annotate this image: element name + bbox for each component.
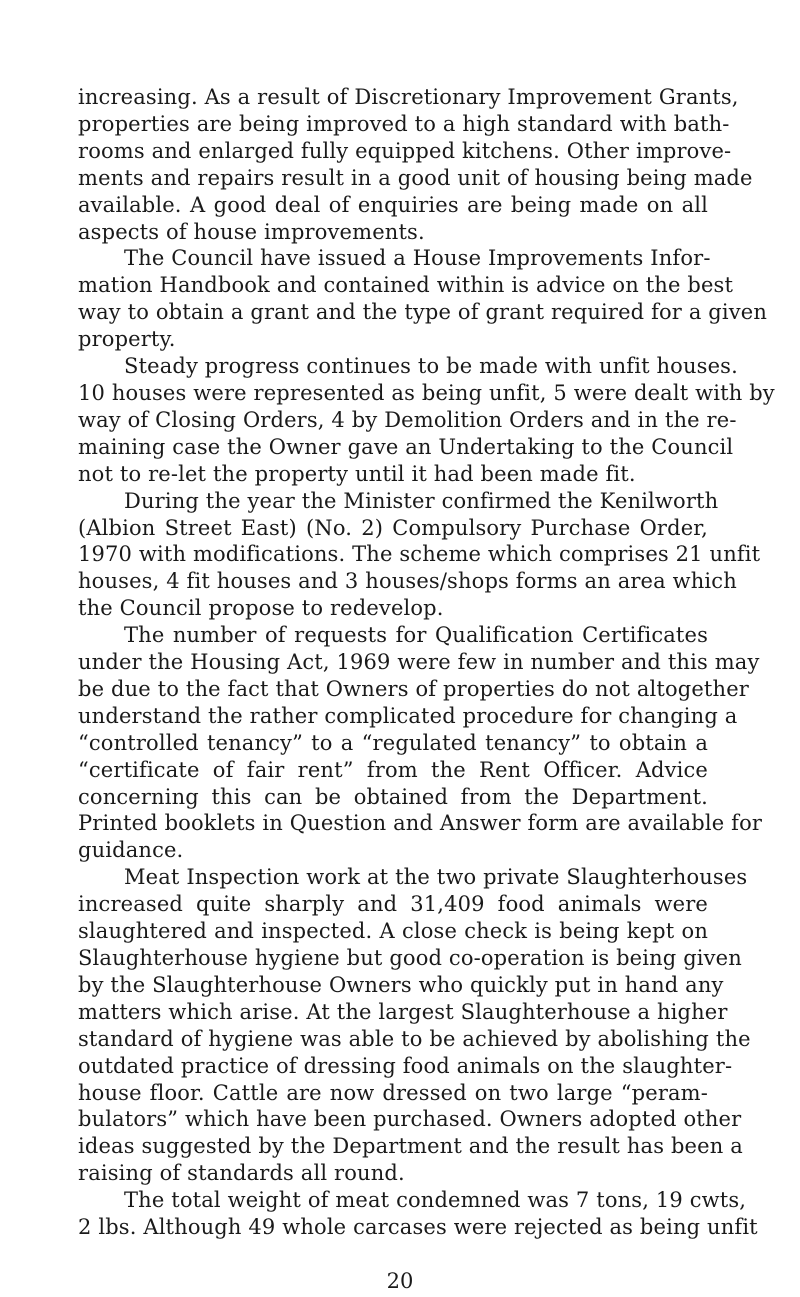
- text-line: The total weight of meat condemned was 7 tons, 19 cwts,: [124, 1188, 747, 1213]
- paragraph: [78, 488, 761, 623]
- page-number: 20: [386, 1269, 414, 1293]
- text-line: raising of standards all round.: [78, 1161, 405, 1186]
- text-line: matters which arise. At the largest Slaughterhouse a higher: [78, 999, 728, 1024]
- text-line: Printed booklets in Question and Answer form are available for: [78, 811, 763, 836]
- paragraph: [78, 245, 768, 353]
- text-line: properties are being improved to a high standard with bath-: [78, 111, 730, 136]
- text-line: 2 lbs. Although 49 whole carcases were rejected as being unfit: [78, 1215, 758, 1240]
- paragraph: [78, 84, 753, 245]
- text-line: maining case the Owner gave an Undertaking to the Council: [78, 434, 734, 459]
- document-page: [78, 84, 775, 1241]
- text-line: not to re-let the property until it had been made fit.: [78, 461, 636, 486]
- text-line: standard of hygiene was able to be achieved by abolishing the: [78, 1026, 751, 1051]
- text-line: understand the rather complicated procedure for changing a: [78, 703, 738, 728]
- text-line: 1970 with modifications. The scheme which comprises 21 unfit: [78, 542, 761, 567]
- text-line: The number of requests for Qualification Certificates: [124, 623, 708, 648]
- text-line: available. A good deal of enquiries are being made on all: [78, 192, 708, 217]
- paragraph: [78, 622, 763, 864]
- text-line: The Council have issued a House Improvements Infor-: [124, 246, 711, 271]
- paragraph: [78, 864, 751, 1187]
- text-line: bulators” which have been purchased. Owners adopted other: [78, 1107, 742, 1132]
- text-line: ideas suggested by the Department and the result has been a: [78, 1134, 743, 1159]
- text-line: way to obtain a grant and the type of grant required for a given: [78, 300, 768, 325]
- text-line: “certificate of fair rent” from the Rent Officer. Advice: [78, 757, 708, 782]
- paragraph: [78, 353, 775, 488]
- text-line: (Albion Street East) (No. 2) Compulsory Purchase Order,: [78, 515, 708, 540]
- text-line: way of Closing Orders, 4 by Demolition Orders and in the re-: [78, 407, 737, 432]
- text-line: be due to the fact that Owners of properties do not altogether: [78, 676, 749, 701]
- text-line: 10 houses were represented as being unfit, 5 were dealt with by: [78, 380, 775, 405]
- text-line: Slaughterhouse hygiene but good co-operation is being given: [78, 946, 742, 970]
- text-line: slaughtered and inspected. A close check is being kept on: [78, 919, 708, 944]
- text-line: aspects of house improvements.: [78, 219, 425, 244]
- text-line: guidance.: [78, 838, 184, 863]
- text-line: concerning this can be obtained from the Department.: [78, 784, 708, 809]
- text-line: house floor. Cattle are now dressed on two large “peram-: [78, 1080, 708, 1105]
- text-line: under the Housing Act, 1969 were few in number and this may: [78, 650, 760, 675]
- paragraph: [78, 1187, 758, 1241]
- text-line: Steady progress continues to be made with unfit houses.: [124, 354, 738, 379]
- text-line: houses, 4 fit houses and 3 houses/shops forms an area which: [78, 569, 737, 594]
- text-line: the Council propose to redevelop.: [78, 596, 444, 621]
- text-line: Meat Inspection work at the two private Slaughterhouses: [124, 865, 748, 890]
- text-line: increasing. As a result of Discretionary Improvement Grants,: [78, 85, 739, 109]
- text-line: During the year the Minister confirmed the Kenilworth: [124, 488, 719, 513]
- text-line: “controlled tenancy” to a “regulated tenancy” to obtain a: [78, 730, 708, 755]
- text-line: by the Slaughterhouse Owners who quickly put in hand any: [78, 972, 724, 997]
- text-line: property.: [78, 327, 176, 352]
- text-line: increased quite sharply and 31,409 food animals were: [78, 892, 708, 917]
- text-line: rooms and enlarged fully equipped kitchens. Other improve-: [78, 138, 732, 163]
- text-line: outdated practice of dressing food animals on the slaughter-: [78, 1053, 733, 1078]
- text-line: ments and repairs result in a good unit of housing being made: [78, 165, 753, 190]
- text-line: mation Handbook and contained within is advice on the best: [78, 273, 734, 298]
